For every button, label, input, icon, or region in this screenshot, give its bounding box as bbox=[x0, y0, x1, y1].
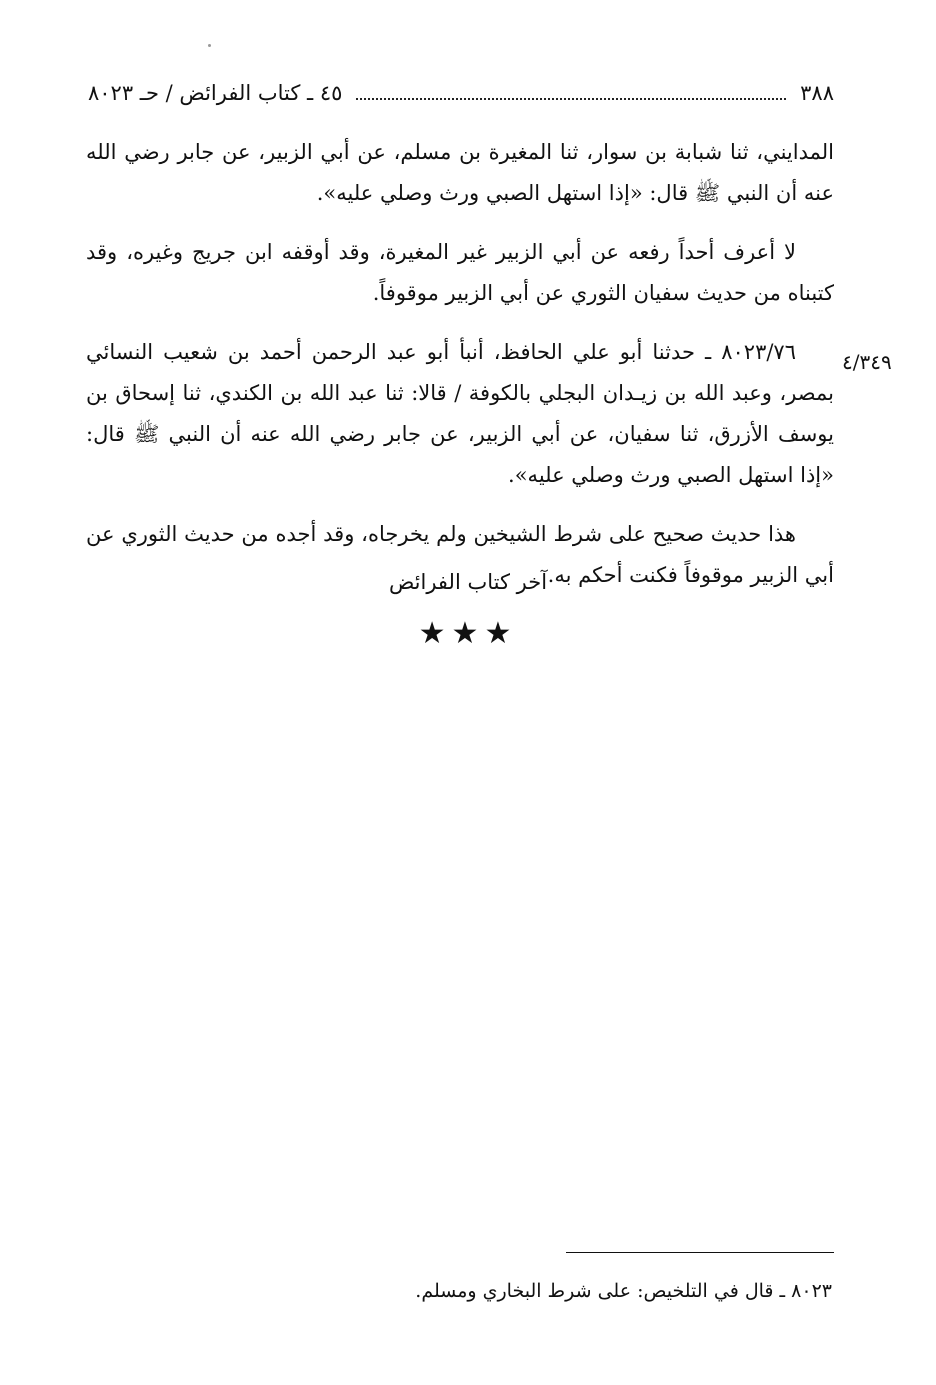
paragraph-grading: هذا حديث صحيح على شرط الشيخين ولم يخرجاه، وقد أجده من حديث الثوري عن أبي الزبير موقوفاً فكنت أحكم به. bbox=[86, 522, 834, 587]
page-number: ٣٨٨ bbox=[800, 81, 834, 105]
running-title: ٤٥ ـ كتاب الفرائض / حـ ٨٠٢٣ bbox=[88, 81, 343, 105]
scan-speck bbox=[208, 44, 211, 47]
chapter-end-title: آخر كتاب الفرائض bbox=[388, 570, 548, 594]
main-text bbox=[86, 132, 834, 614]
paragraph-author-comment: لا أعرف أحداً رفعه عن أبي الزبير غير المغيرة، وقد أوقفه ابن جريج وغيره، وقد كتبناه من حديث سفيان الثوري عن أبي الزبير موقوفاً. bbox=[86, 240, 834, 305]
header-dotted-leader bbox=[356, 98, 786, 100]
footnote-separator bbox=[566, 1252, 834, 1253]
paragraph-hadith-8023: ٨٠٢٣/٧٦ ـ حدثنا أبو علي الحافظ، أنبأ أبو عبد الرحمن أحمد بن شعيب النسائي بمصر، وعبد الله بن زيـدان البجلي بالكوفة / قالا: ثنا عبد الله بن الكندي، ثنا إسحاق بن يوسف الأزرق، ثنا سفيان، عن أبي الزبير، عن جابر رضي الله عنه أن النبي ﷺ قال: «إذا استهل الصبي ورث وصلي عليه». bbox=[86, 340, 834, 487]
page-header bbox=[88, 76, 834, 110]
margin-reference: ٤/٣٤٩ bbox=[842, 350, 892, 374]
stars-divider: ★★★ bbox=[418, 616, 518, 651]
footnote: ٨٠٢٣ ـ قال في التلخيص: على شرط البخاري ومسلم. bbox=[415, 1280, 832, 1302]
paragraph-isnad-continuation: المدايني، ثنا شبابة بن سوار، ثنا المغيرة بن مسلم، عن أبي الزبير، عن جابر رضي الله عنه أن النبي ﷺ قال: «إذا استهل الصبي ورث وصلي عليه». bbox=[86, 140, 834, 205]
